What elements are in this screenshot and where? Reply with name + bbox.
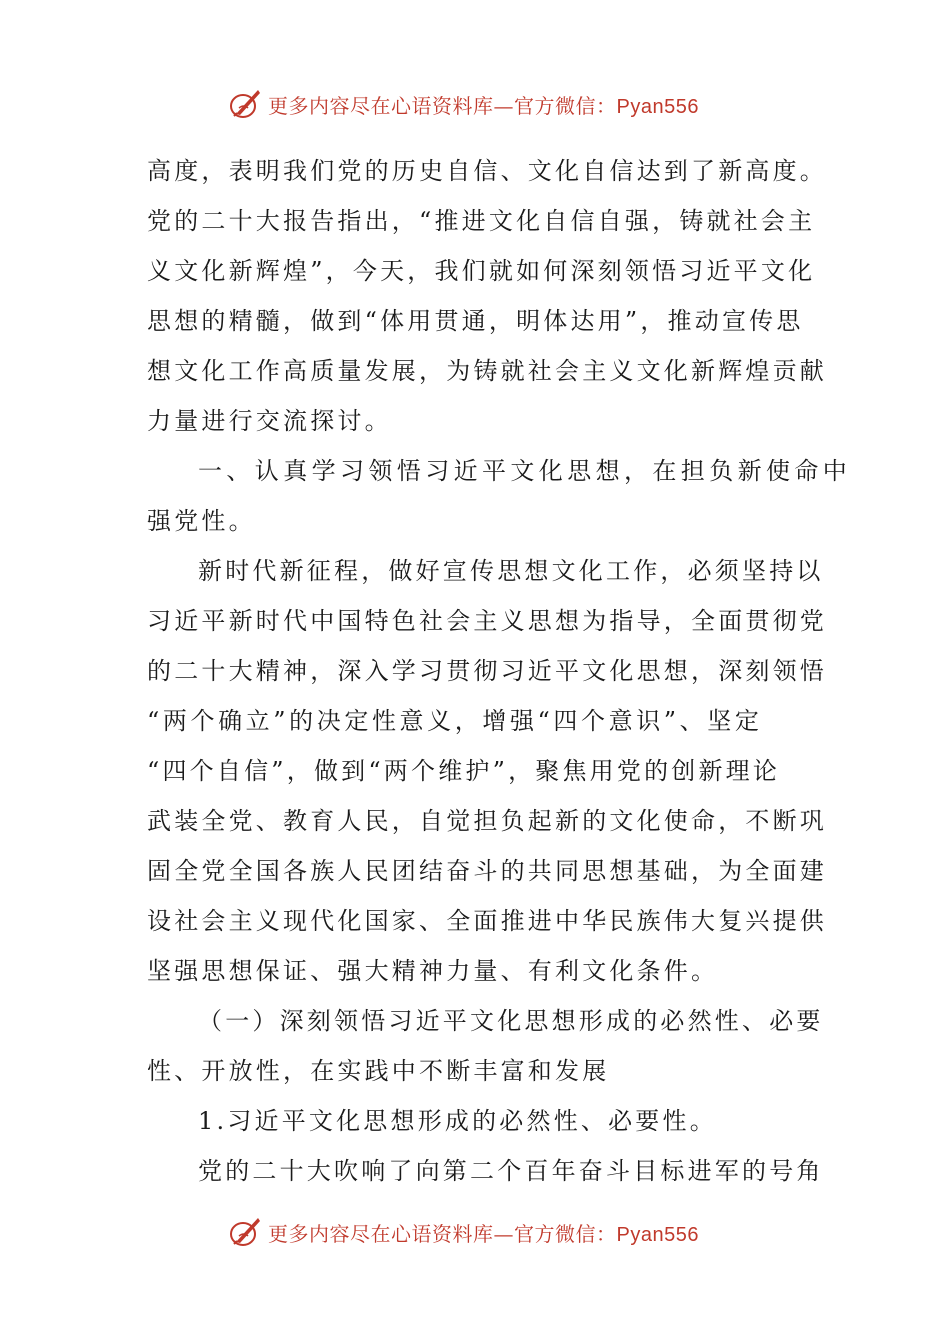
quill-logo-icon: [228, 86, 264, 122]
watermark-banner-bottom: [228, 1212, 748, 1252]
text-line: 武装全党、教育人民，自觉担负起新的文化使命，不断巩: [147, 807, 827, 835]
text-line: 性、开放性，在实践中不断丰富和发展: [147, 1057, 610, 1085]
paragraph-start: 新时代新征程，做好宣传思想文化工作，必须坚持以: [198, 557, 824, 585]
text-line: 义文化新辉煌”，今天，我们就如何深刻领悟习近平文化: [147, 257, 816, 285]
text-line: 习近平新时代中国特色社会主义思想为指导，全面贯彻党: [147, 607, 827, 635]
text-line: 力量进行交流探讨。: [147, 407, 392, 435]
text-line: 高度，表明我们党的历史自信、文化自信达到了新高度。: [147, 157, 827, 185]
paragraph-start: 党的二十大吹响了向第二个百年奋斗目标进军的号角: [198, 1157, 824, 1185]
quill-logo-icon: [228, 1214, 264, 1250]
text-line: 强党性。: [147, 507, 256, 535]
text-line: “两个确立”的决定性意义，增强“四个意识”、坚定: [147, 707, 763, 735]
watermark-text: 更多内容尽在心语资料库—官方微信：Pyan556: [268, 1221, 699, 1246]
text-line: 固全党全国各族人民团结奋斗的共同思想基础，为全面建: [147, 857, 827, 885]
text-line: 的二十大精神，深入学习贯彻习近平文化思想，深刻领悟: [147, 657, 827, 685]
section-heading: 一、认真学习领悟习近平文化思想，在担负新使命中: [198, 457, 852, 485]
text-line: 党的二十大报告指出，“推进文化自信自强，铸就社会主: [147, 207, 816, 235]
text-line: 坚强思想保证、强大精神力量、有利文化条件。: [147, 957, 719, 985]
text-line: 思想的精髓，做到“体用贯通，明体达用”，推动宣传思: [147, 307, 804, 335]
watermark-banner-top: [228, 84, 748, 124]
text-line: 想文化工作高质量发展，为铸就社会主义文化新辉煌贡献: [147, 357, 827, 385]
text-line: 设社会主义现代化国家、全面推进中华民族伟大复兴提供: [147, 907, 827, 935]
text-line: “四个自信”，做到“两个维护”，聚焦用党的创新理论: [147, 757, 781, 785]
watermark-text: 更多内容尽在心语资料库—官方微信：Pyan556: [268, 93, 699, 118]
subsection-heading: （一）深刻领悟习近平文化思想形成的必然性、必要: [198, 1007, 824, 1035]
numbered-heading: 1.习近平文化思想形成的必然性、必要性。: [198, 1107, 717, 1135]
document-body: [147, 146, 852, 1196]
